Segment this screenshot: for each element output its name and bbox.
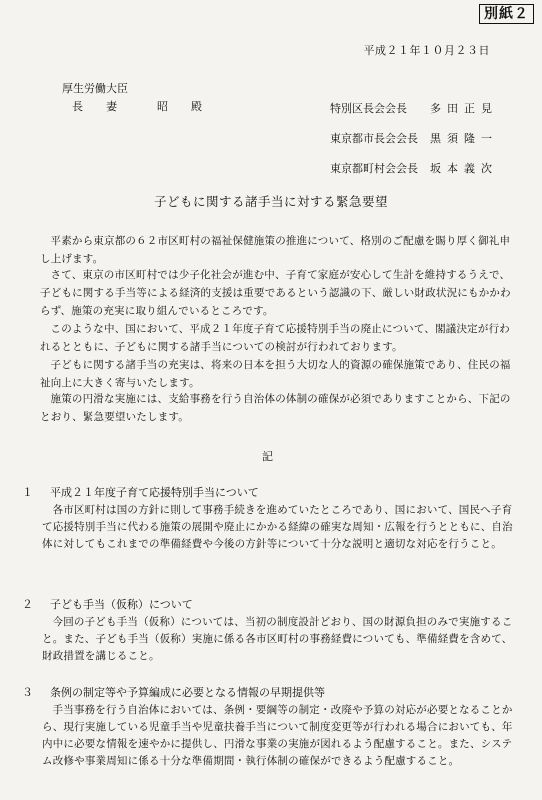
sender-name: 黒須隆一	[430, 132, 498, 145]
sender-role: 特別区長会会長	[330, 102, 407, 115]
sender-role: 東京都町村会会長	[330, 162, 418, 175]
sender-role: 東京都市長会会長	[330, 132, 418, 145]
item-heading	[22, 484, 518, 502]
item-number: ３	[22, 686, 33, 699]
paragraph-1: 平素から東京都の６２市区町村の福祉保健施策の推進について、格別のご配慮を賜り厚く御礼申し上げます。	[40, 235, 511, 265]
item-body: 各市区町村は国の方針に則して事務手続きを進めていたところであり、国において、国民へ子育て応援特別手当に代わる施策の展開や廃止にかかる経緯の確実な周知・広報を行うとともに、自治体に対してもこれまでの準備経費や今後の方針等について十分な説明と適切な対応を行うこと。	[42, 504, 513, 550]
item-number: １	[22, 486, 33, 499]
sender-name: 坂本義次	[430, 162, 498, 175]
item-heading	[22, 684, 518, 702]
sender-3	[330, 160, 498, 176]
item-heading	[22, 596, 518, 614]
addressee-org: 厚生労働大臣	[62, 82, 128, 95]
paragraph-3: このような中、国において、平成２１年度子育て応援特別手当の廃止について、閣議決定が行われるとともに、子どもに関する諸手当についての検討が行われております。	[40, 323, 510, 353]
sender-name: 多田正見	[430, 102, 498, 115]
paragraph-4: 子どもに関する諸手当の充実は、将来の日本を担う大切な人的資源の確保施策であり、住民の福祉向上に大きく寄与いたします。	[40, 359, 511, 389]
sender-2	[330, 130, 498, 146]
paragraph-2: さて、東京の市区町村では少子化社会が進む中、子育て家庭が安心して生計を維持するうえで、子どもに関する手当等による経済的支援は重要であるという認識の下、厳しい財政状況にもかかわらず、施策の充実に取り組んでいるところです。	[40, 269, 511, 317]
item-number: ２	[22, 598, 33, 611]
request-item-2	[22, 596, 518, 665]
document-date: 平成２１年１０月２３日	[363, 44, 490, 57]
item-body: 手当事務を行う自治体においては、条例・要綱等の制定・改廃や予算の対応が必要となることから、現行実施している児童手当や児童扶養手当について制度変更等が行われる場合においても、年内中に必要な情報を速やかに提供し、円滑な事業の実施が図れるよう配慮すること。また、システム改修や事業周知に係る十分な準備期間・執行体制の確保ができるよう配慮すること。	[42, 704, 513, 767]
paragraph-5: 施策の円滑な実施には、支給事務を行う自治体の体制の確保が必須でありますことから、下記のとおり、緊急要望いたします。	[40, 393, 511, 423]
document-title: 子どもに関する諸手当に対する緊急要望	[153, 194, 388, 209]
item-body: 今回の子ども手当（仮称）については、当初の制度設計どおり、国の財源負担のみで実施すること。また、子ども手当（仮称）実施に係る各市区町村の事務経費についても、準備経費を含めて、財政措置を講じること。	[42, 616, 513, 662]
sender-1	[330, 100, 498, 116]
item-heading-text: 子ども手当（仮称）について	[50, 598, 193, 611]
addressee-name: 長 妻 昭 殿	[72, 100, 208, 113]
request-item-3	[22, 684, 518, 770]
attachment-stamp: 別紙２	[479, 4, 534, 24]
item-heading-text: 条例の制定等や予算編成に必要となる情報の早期提供等	[50, 686, 325, 699]
request-item-1	[22, 484, 518, 553]
item-heading-text: 平成２１年度子育て応援特別手当について	[50, 486, 259, 499]
ki-marker: 記	[262, 450, 273, 463]
